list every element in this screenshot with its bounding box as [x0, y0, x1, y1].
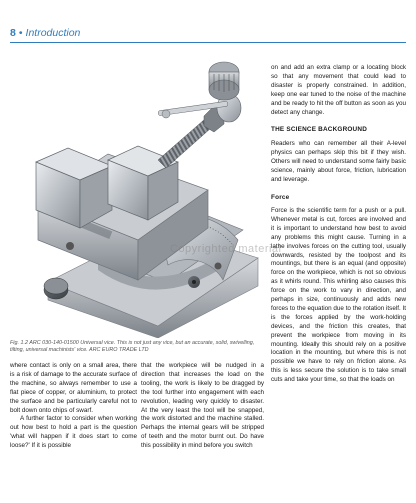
- paragraph: Readers who can remember all their A-level physics can perhaps skip this bit if they wish. Others will need to understand some fairly basic science, mainly about force, friction, lubrication and leverage.: [271, 140, 406, 184]
- universal-vice-illustration: [8, 50, 262, 338]
- left-column: [10, 362, 137, 451]
- subsection-heading: Force: [271, 193, 290, 201]
- watermark: Copyrighted material: [170, 243, 282, 255]
- paragraph: on and add an extra clamp or a locating block so that any movement that could lead to disaster is properly constrained. In addition, keep one ear tuned to the noise of the machine and be ready to hit the off button as soon as you detect any change.: [271, 64, 406, 116]
- figure-caption: Fig. 1.2 ARC 030-140-01500 Universal vice. This is not just any vice, but an accurate, solid, swivelling, tilting, universal machinists' vice. ARC EURO TRADE LTD: [10, 340, 255, 353]
- middle-column: [141, 362, 264, 451]
- right-column: [271, 64, 406, 385]
- page-header: [10, 25, 406, 41]
- paragraph: A further factor to consider when working out how best to hold a part is the question 'what will happen if it does start to come loose?' If it is possible: [10, 415, 137, 450]
- paragraph: where contact is only on a small area, there is a risk of damage to the accurate surface of the machine, so always remember to use a flat piece of copper, or aluminium, to protect the surface and be particularly careful not to bolt down onto chips of swarf.: [10, 362, 137, 414]
- section-heading: THE SCIENCE BACKGROUND: [271, 126, 368, 134]
- vice-photograph: [8, 50, 262, 338]
- paragraph: Force is the scientific term for a push or a pull. Whenever metal is cut, forces are involved and it is important to understand how best to avoid any problems this might cause. Turning in a lathe involves forces on the cutting tool, usually downwards, resisted by the toolpost and its mountings, but there is an equal (and opposite) force on the workpiece, which is not so obvious as it whirls round. This whirling also causes this force on the work to vary in direction, and perhaps in size, continuously and adds new forces to the equation due to the rotation itself. It is the forces applied by the work-holding devices, and the friction this creates, that prevent the workpiece from moving in its mounting. Ideally this should rely on a positive location in the mounting, but where this is not possible we have to rely on friction alone. As this is less secure the solution is to take small cuts and take your time, so that the loads on: [271, 206, 406, 384]
- header-rule: [10, 42, 406, 43]
- page-number: 8: [10, 27, 16, 39]
- paragraph: that the workpiece will be nudged in a direction that increases the load on the tooling, the work is likely to be dragged by the tool further into engagement with each revolution, leading very quickly to disaster. At the very least the tool will be snapped, the work distorted and the machine stalled. Perhaps the internal gears will be stripped of teeth and the motor burnt out. Do have this possibility in mind before you switch: [141, 362, 264, 450]
- section-title: Introduction: [25, 27, 81, 39]
- header-separator: •: [18, 27, 23, 39]
